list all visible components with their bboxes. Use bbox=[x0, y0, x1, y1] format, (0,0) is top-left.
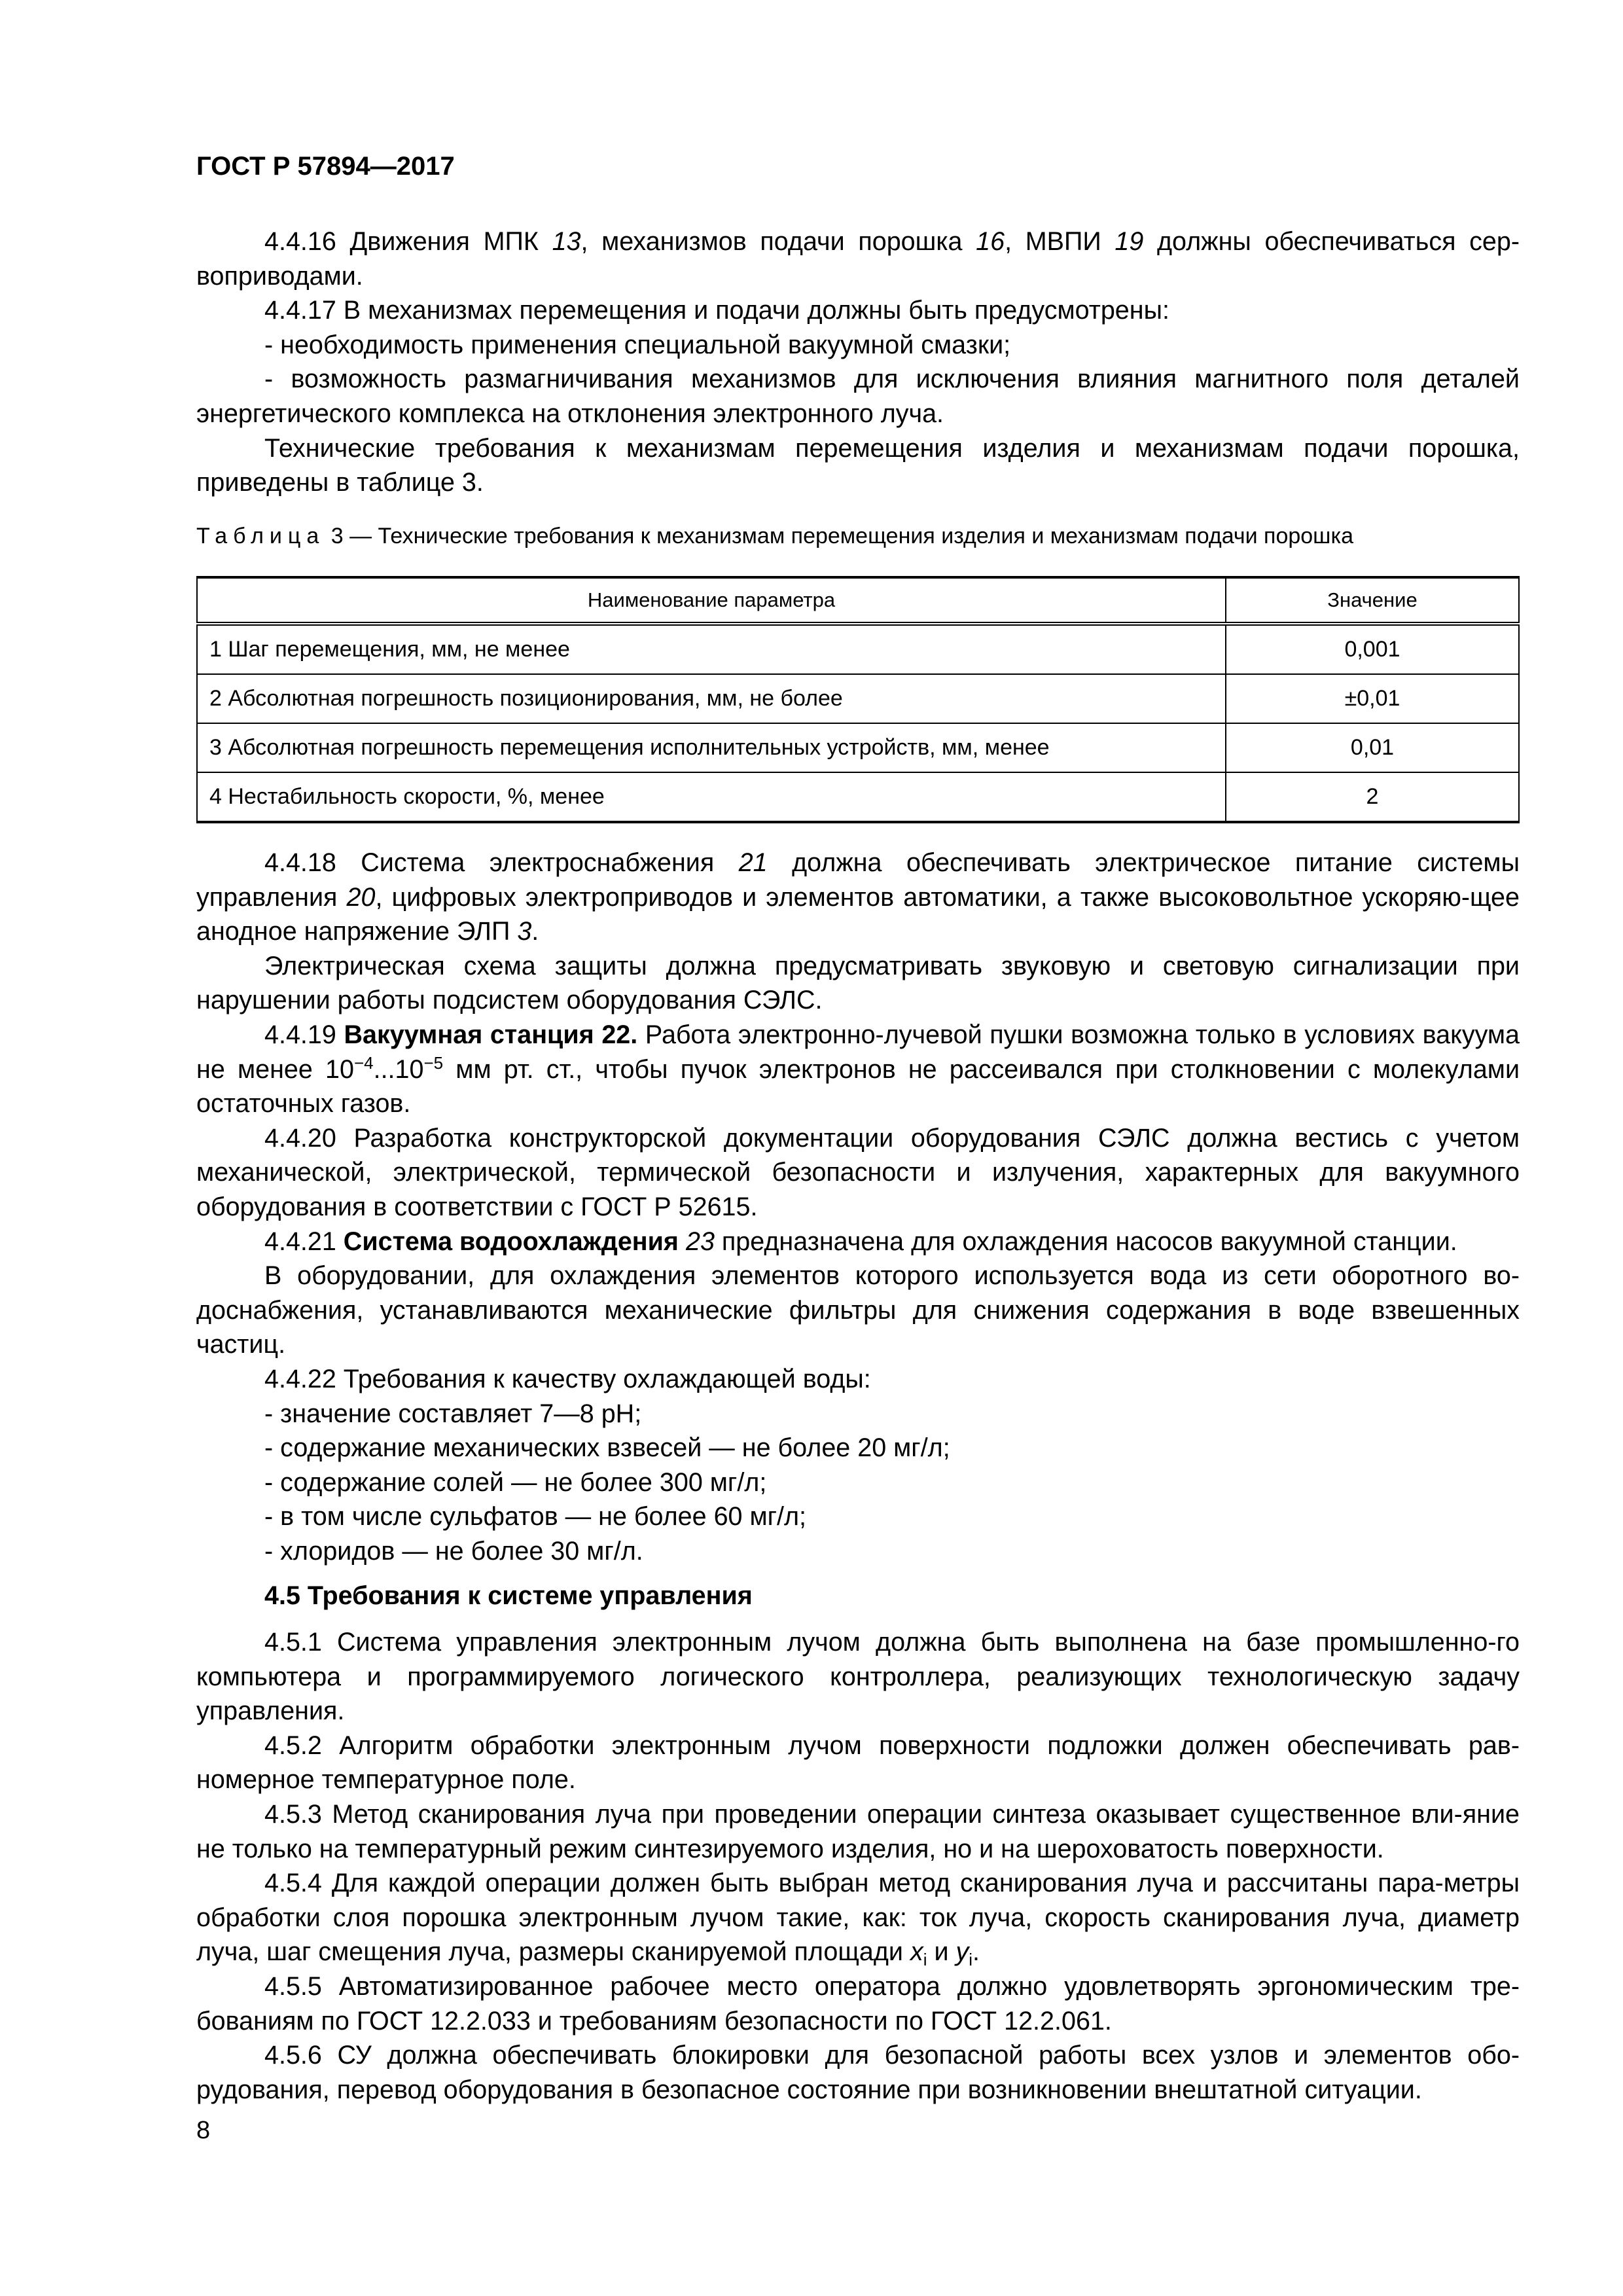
table-row bbox=[197, 723, 1519, 772]
text-run: - хлоридов — не более 30 мг/л. bbox=[264, 1536, 643, 1566]
paragraph bbox=[196, 1499, 1520, 1534]
text-run: . bbox=[972, 1937, 980, 1967]
table-caption-text: 3 — Технические требования к механизмам перемещения изделия и механизмам подачи порошка bbox=[325, 524, 1353, 548]
header-parameter: Наименование параметра bbox=[197, 577, 1226, 624]
text-run: - возможность размагничивания механизмов для исключения влияния магнитного поля деталей энергетического комплекса на отклонения электронного луча. bbox=[196, 365, 1520, 428]
text-run bbox=[679, 1227, 686, 1256]
text-run: 23 bbox=[685, 1227, 715, 1256]
paragraph bbox=[196, 1866, 1520, 1969]
value-cell: 0,001 bbox=[1226, 624, 1519, 674]
paragraph bbox=[196, 1534, 1520, 1569]
value-cell: 2 bbox=[1226, 772, 1519, 822]
text-block-power-vacuum-control bbox=[196, 846, 1520, 2107]
text-run: 4.4.21 bbox=[264, 1227, 344, 1256]
text-run: Вакуумная станция 22. bbox=[344, 1020, 638, 1049]
text-run: ...10 bbox=[373, 1054, 424, 1084]
text-run: 4.5.1 Система управления электронным лучом должна быть выполнена на базе промышленно-го компьютера и программируемого логического контроллера, реализующих технологическую задачу управления. bbox=[196, 1628, 1520, 1726]
text-run: - необходимость применения специальной вакуумной смазки; bbox=[264, 330, 1011, 359]
requirements-table bbox=[196, 576, 1520, 823]
paragraph bbox=[196, 1625, 1520, 1729]
text-run: , МВПИ bbox=[1005, 227, 1115, 256]
text-run: 3 bbox=[517, 917, 532, 946]
paragraph bbox=[196, 1225, 1520, 1259]
text-run: −5 bbox=[423, 1052, 444, 1073]
text-run: 20 bbox=[346, 882, 376, 912]
text-run: - содержание солей — не более 300 мг/л; bbox=[264, 1467, 767, 1497]
paragraph bbox=[196, 293, 1520, 328]
page-number: 8 bbox=[196, 2117, 211, 2144]
text-run: . bbox=[531, 917, 539, 946]
document-header: ГОСТ Р 57894—2017 bbox=[196, 152, 455, 181]
text-run: 4.5.2 Алгоритм обработки электронным лучом поверхности подложки должен обеспечивать рав-номерное температурное поле. bbox=[196, 1731, 1520, 1795]
parameter-cell: 3 Абсолютная погрешность перемещения исполнительных устройств, мм, менее bbox=[197, 723, 1226, 772]
text-run: должна обеспечивать электрическое питание системы управления bbox=[196, 848, 1520, 912]
table-row bbox=[197, 674, 1519, 723]
text-run: и bbox=[927, 1937, 956, 1967]
text-run: - содержание механических взвесей — не более 20 мг/л; bbox=[264, 1433, 950, 1463]
paragraph bbox=[196, 328, 1520, 363]
paragraph bbox=[196, 431, 1520, 500]
paragraph bbox=[196, 1431, 1520, 1465]
text-run: 13 bbox=[552, 227, 581, 256]
text-run: Электрическая схема защиты должна предусматривать звуковую и световую сигнализации при нарушении работы подсистем оборудования СЭЛС. bbox=[196, 951, 1520, 1015]
text-run: 4.4.22 Требования к качеству охлаждающей воды: bbox=[264, 1364, 871, 1393]
text-run: должны обеспечиваться сер-воприводами. bbox=[196, 227, 1520, 291]
text-run: i bbox=[923, 1950, 927, 1970]
table-header-row bbox=[197, 577, 1519, 624]
text-run: мм рт. ст., чтобы пучок электронов не рассеивался при столкновении с молекулами остаточных газов. bbox=[196, 1054, 1520, 1119]
table-caption bbox=[196, 524, 1353, 549]
paragraph bbox=[196, 1362, 1520, 1397]
text-run: 4.4.20 Разработка конструкторской документации оборудования СЭЛС должна вестись с учетом механической, электрической, термической безопасности и излучения, характерных для вакуумного оборудования в соответствии с ГОСТ Р 52615. bbox=[196, 1123, 1520, 1221]
paragraph bbox=[196, 1465, 1520, 1500]
paragraph bbox=[196, 1797, 1520, 1866]
text-run: 21 bbox=[738, 848, 768, 877]
text-run: −4 bbox=[353, 1052, 374, 1073]
table-row bbox=[197, 624, 1519, 674]
text-run: 4.5.3 Метод сканирования луча при проведении операции синтеза оказывает существенное вли-яние не только на температурный режим синтезируемого изделия, но и на шероховатость поверхности. bbox=[196, 1800, 1520, 1863]
text-run: В оборудовании, для охлаждения элементов которого используется вода из сети оборотного во-доснабжения, устанавливаются механические фильтры для снижения содержания в воде взвешенных частиц. bbox=[196, 1261, 1520, 1359]
text-run: 4.4.16 Движения МПК bbox=[264, 227, 552, 256]
paragraph bbox=[196, 1259, 1520, 1362]
text-run: 4.4.18 Система электроснабжения bbox=[264, 848, 739, 877]
section-heading bbox=[196, 1579, 1520, 1613]
paragraph bbox=[196, 949, 1520, 1018]
text-run: i bbox=[969, 1950, 973, 1970]
text-run: 4.4.17 В механизмах перемещения и подачи должны быть предусмотрены: bbox=[264, 296, 1169, 325]
text-run: x bbox=[910, 1937, 923, 1967]
text-run: - в том числе сульфатов — не более 60 мг/л; bbox=[264, 1502, 807, 1532]
text-run: предназначена для охлаждения насосов вакуумной станции. bbox=[714, 1227, 1457, 1256]
text-run: Технические требования к механизмам перемещения изделия и механизмам подачи порошка, приведены в таблице 3. bbox=[196, 433, 1520, 497]
table-caption-label: Таблица bbox=[196, 524, 325, 548]
value-cell: 0,01 bbox=[1226, 723, 1519, 772]
table-row bbox=[197, 772, 1519, 822]
paragraph bbox=[196, 1969, 1520, 2038]
paragraph bbox=[196, 1729, 1520, 1797]
parameter-cell: 1 Шаг перемещения, мм, не менее bbox=[197, 624, 1226, 674]
text-run: Система водоохлаждения bbox=[343, 1227, 679, 1256]
text-run: , механизмов подачи порошка bbox=[580, 227, 976, 256]
paragraph bbox=[196, 224, 1520, 293]
text-run: 4.5 Требования к системе управления bbox=[264, 1581, 753, 1611]
text-run: 16 bbox=[976, 227, 1005, 256]
text-run: - значение составляет 7—8 pH; bbox=[264, 1399, 642, 1428]
text-run: 4.5.4 Для каждой операции должен быть выбран метод сканирования луча и рассчитаны пара-метры обработки слоя порошка электронным лучом такие, как: ток луча, скорость сканирования луча, диаметр луча, шаг смещения луча, размеры сканируемой площади bbox=[196, 1869, 1520, 1967]
text-block-mechanisms bbox=[196, 224, 1520, 500]
parameter-cell: 2 Абсолютная погрешность позиционирования, мм, не более bbox=[197, 674, 1226, 723]
paragraph bbox=[196, 2038, 1520, 2107]
text-run: Работа электронно-лучевой пушки возможна только в условиях вакуума не менее 10 bbox=[196, 1020, 1520, 1084]
paragraph bbox=[196, 362, 1520, 431]
paragraph bbox=[196, 1397, 1520, 1431]
parameter-cell: 4 Нестабильность скорости, %, менее bbox=[197, 772, 1226, 822]
header-value: Значение bbox=[1226, 577, 1519, 624]
text-run: 4.5.5 Автоматизированное рабочее место оператора должно удовлетворять эргономическим тре-бованиям по ГОСТ 12.2.033 и требованиям безопасности по ГОСТ 12.2.061. bbox=[196, 1972, 1520, 2036]
paragraph bbox=[196, 1121, 1520, 1225]
paragraph bbox=[196, 1018, 1520, 1121]
text-run: 4.4.19 bbox=[264, 1020, 344, 1049]
text-run: 19 bbox=[1115, 227, 1144, 256]
text-run: y bbox=[955, 1937, 969, 1967]
value-cell: ±0,01 bbox=[1226, 674, 1519, 723]
text-run: 4.5.6 СУ должна обеспечивать блокировки для безопасной работы всех узлов и элементов обо-рудования, перевод оборудования в безопасное состояние при возникновении внештатной ситуации. bbox=[196, 2041, 1520, 2104]
text-run: , цифровых электроприводов и элементов автоматики, а также высоковольтное ускоряю-щее анодное напряжение ЭЛП bbox=[196, 882, 1520, 946]
paragraph bbox=[196, 846, 1520, 949]
